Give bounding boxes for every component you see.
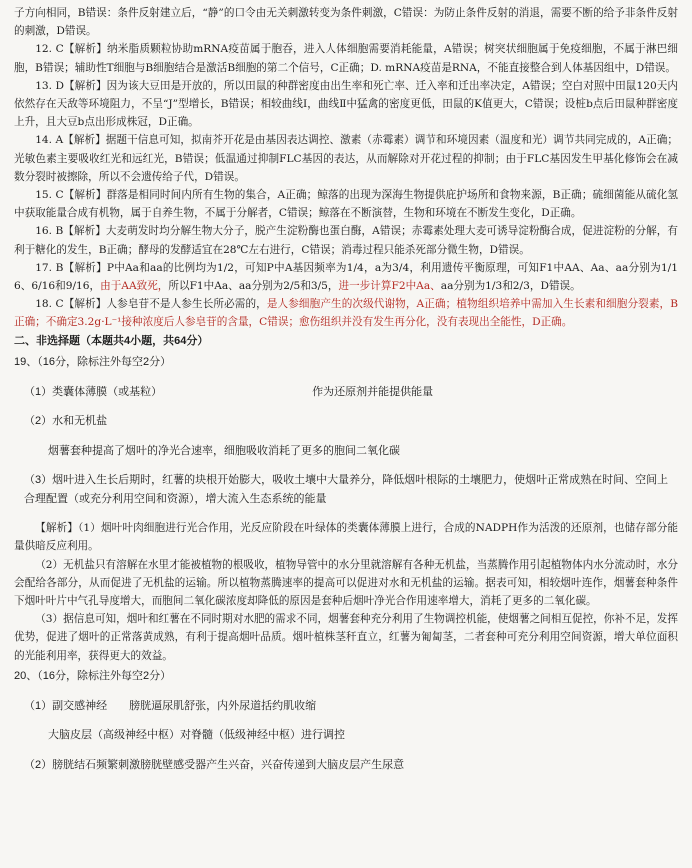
q19-answer-2b: 烟薯套种提高了烟叶的净光合速率，细胞吸收消耗了更多的胞间二氧化碳 [48,444,400,457]
answer-17-part3: aa分别为1/3和2/3，D错误。 [440,280,581,293]
q19-answer-1 [14,383,678,402]
answer-17-part1: 17. B【解析】P中Aa和aa的比例均为1/2，可知P中A基因频率为1/4，a为3/4，利用遗传平衡原理，可知F1中AA、Aa、aa分别为1/16、6/16和9/16， [14,261,678,293]
question-20-header: 20、（16分，除标注外每空2分） [14,669,172,682]
answer-16: 16. B【解析】大麦萌发时均分解生物大分子，脱产生淀粉酶也蛋白酶，A错误；赤霉素处理大麦可诱导淀粉酶合成，促进淀粉的分解，有利于糖化的发生，B正确；酵母的发酵适宜在28℃左右进行，C错误；消毒过程只能杀死部分微生物，D错误。 [14,225,678,256]
answer-13: 13. D【解析】因为该大豆田是开放的，所以田鼠的种群密度由出生率和死亡率、迁入率和迁出率决定，A错误；空白对照中田鼠120天内依然存在天敌等环境阻力，不呈“J”型增长，B错误；相较曲线Ⅰ，曲线Ⅱ中猛禽的密度更低，田鼠的K值更大，C错误；设桩b点后田鼠种群密度上升，且大豆b点出形成株冠，D正确。 [14,79,678,129]
q19-explanation-2: （2）无机盐只有溶解在水里才能被植物的根吸收，植物导管中的水分里就溶解有各种无机盐，当蒸腾作用引起植物体内水分流动时，水分会配给各部分，从而促进了无机盐的运输。所以植物蒸腾速率的提高可以促进对水和无机盐的运输。据表可知，相较烟叶连作，烟薯套种条件下烟叶叶片中气孔导度增大，而胞间二氧化碳浓度却降低的原因是套种后烟叶净光合作用速率增大，消耗了更多的二氧化碳。 [14,558,678,607]
q20-answer-1b: 膀胱逼尿肌舒张，内外尿道括约肌收缩 [129,699,317,712]
q19-answer-3: （3）烟叶进入生长后期时，红薯的块根开始膨大，吸收土壤中大量养分，降低烟叶根际的土壤肥力，使烟叶正常成熟在时间、空间上合理配置（或充分利用空间和资源），增大流入生态系统的能量 [24,474,669,505]
q19-explanation-3: （3）据信息可知，烟叶和红薯在不同时期对水肥的需求不同，烟薯套种充分利用了生物调控机能，使烟薯之间相互促控，你补不足，发挥优势，促进了烟叶的正常落黄成熟，有利于提高烟叶品质。烟叶植株茎秆直立，红薯为匍匐茎，二者套种可充分利用空间资源，增大单位面积的光能利用率，获得更大的效益。 [14,613,678,662]
q20-answer-1a: （1）副交感神经 [24,699,108,712]
answer-15: 15. C【解析】群落是相同时间内所有生物的集合，A正确；鲸落的出现为深海生物提供庇护场所和食物来源，B正确；硫细菌能从硫化氢中获取能量合成有机物，属于自养生物，不属于分解者，C错误；鲸落在不断演替，生物和环境在不断发生变化，D正确。 [14,189,678,220]
section-title-nonchoice: 二、非选择题（本题共4小题，共64分） [14,334,209,347]
answer-12: 12. C【解析】纳米脂质颗粒协助mRNA疫苗属于胞吞，进入人体细胞需要消耗能量，A错误；树突状细胞属于免疫细胞，不属于淋巴细胞，B错误；辅助性T细胞与B细胞结合是激活B细胞的第二个信号，C正确；D. mRNA疫苗是RNA，不能直接整合到人体基因组中，D错误。 [14,43,678,74]
q20-answer-2: （2）膀胱结石频繁刺激膀胱壁感受器产生兴奋，兴奋传递到大脑皮层产生尿意 [24,758,405,771]
question-19-header: 19、（16分，除标注外每空2分） [14,355,172,368]
answer-18 [14,295,678,331]
answer-17-highlight-2: 进一步计算F2中Aa、 [338,280,441,293]
answer-18-part1: 18. C【解析】人参皂苷不是人参生长所必需的， [35,298,267,311]
q20-answer-1c: 大脑皮层（高级神经中枢）对脊髓（低级神经中枢）进行调控 [48,729,345,742]
answer-17 [14,259,678,295]
q19-answer-1b: 作为还原剂并能提供能量 [312,385,434,398]
q19-explanation-1: 【解析】（1）烟叶叶肉细胞进行光合作用，光反应阶段在叶绿体的类囊体薄膜上进行，合成的NADPH作为活泼的还原剂，也储存部分能量供暗反应利用。 [14,522,678,553]
answer-17-part2: 所以F1中Aa、aa分别为2/5和3/5， [168,280,339,293]
q19-answer-1a: （1）类囊体薄膜（或基粒） [24,385,163,398]
q20-answer-1 [14,697,678,716]
answer-14: 14. A【解析】据题干信息可知，拟南芥开花是由基因表达调控、激素（赤霉素）调节和环境因素（温度和光）调节共同完成的，A正确；光敏色素主要吸收红光和远红光，B错误；低温通过抑制FLC基因的表达，从而解除对开花过程的抑制；由于FLC基因发生甲基化修饰会在减数分裂时被擦除，所以不会遗传给子代，D错误。 [14,134,678,183]
q19-answer-2a: （2）水和无机盐 [24,415,108,428]
answer-17-highlight: 由于AA致死， [100,280,169,293]
answer-18-highlight-2: 植物组织培养中需加入生长素和细胞分裂素，B正确；不确定3.2g·L⁻¹接种浓度后人参皂苷的含量，C错误；愈伤组织并没有发生再分化，没有表现出全能性，D正确。 [14,298,678,329]
answer-11-tail: 子方向相同，B错误：条件反射建立后，“静”的口令由无关刺激转变为条件刺激，C错误：为防止条件反射的消退，需要不断的给予非条件反射的刺激，D错误。 [14,7,678,38]
answer-18-highlight-1: 是人参细胞产生的次级代谢物，A正确； [266,298,457,311]
